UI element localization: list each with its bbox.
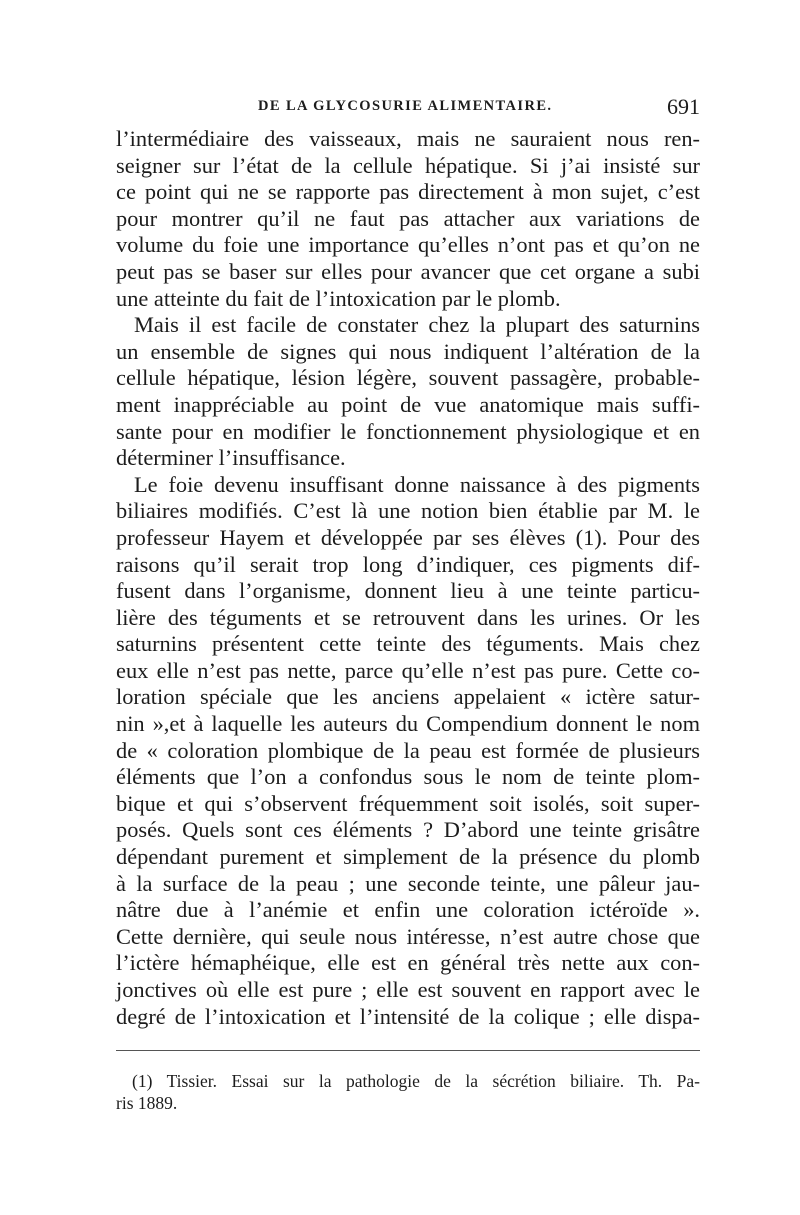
text-line: jonctives où elle est pure ; elle est souvent en rapport avec le xyxy=(116,977,700,1002)
text-line: posés. Quels sont ces éléments ? D’abord une teinte grisâtre xyxy=(116,817,700,843)
text-line: pour montrer qu’il ne faut pas attacher aux variations de xyxy=(116,205,700,231)
text-line: biliaires modifiés. C’est là une notion bien établie par M. le xyxy=(116,498,700,524)
footnotes xyxy=(116,1070,700,1114)
text-line: Le foie devenu insuffisant donne naissance à des pigments xyxy=(134,471,700,497)
text-line: bique et qui s’observent fréquemment soit isolés, soit super- xyxy=(116,790,700,816)
text-line: un ensemble de signes qui nous indiquent l’altération de la xyxy=(116,338,700,364)
text-line: sante pour en modifier le fonctionnement physiologique et en xyxy=(116,418,700,444)
running-title: DE LA GLYCOSURIE ALIMENTAIRE. xyxy=(258,98,553,114)
text-line: nâtre due à l’anémie et enfin une coloration ictéroïde ». xyxy=(116,897,700,923)
footnote-line: (1) Tissier. Essai sur la pathologie de la sécrétion biliaire. Th. Pa- xyxy=(132,1071,700,1091)
footnote-line: ris 1889. xyxy=(116,1093,178,1113)
text-line: eux elle n’est pas nette, parce qu’elle n’est pas pure. Cette co- xyxy=(116,657,700,683)
text-line: à la surface de la peau ; une seconde teinte, une pâleur jau- xyxy=(116,870,700,896)
text-line: degré de l’intoxication et l’intensité de la colique ; elle dispa- xyxy=(116,1003,700,1029)
text-line: ce point qui ne se rapporte pas directement à mon sujet, c’est xyxy=(116,179,700,205)
text-line: de « coloration plombique de la peau est formée de plusieurs xyxy=(116,737,700,763)
text-line: nin »,et à laquelle les auteurs du Compendium donnent le nom xyxy=(116,711,700,737)
text-line: lière des téguments et se retrouvent dans les urines. Or les xyxy=(116,604,700,630)
text-line: volume du foie une importance qu’elles n’ont pas et qu’on ne xyxy=(116,232,700,258)
text-line: une atteinte du fait de l’intoxication par le plomb. xyxy=(116,285,561,311)
text-line: ment inappréciable au point de vue anatomique mais suffi- xyxy=(116,391,700,417)
running-head xyxy=(116,94,700,120)
text-line: éléments que l’on a confondus sous le nom de teinte plom- xyxy=(116,764,700,790)
text-line: raisons qu’il serait trop long d’indiquer, ces pigments dif- xyxy=(116,551,700,577)
body-text xyxy=(116,126,700,1030)
text-line: seigner sur l’état de la cellule hépatique. Si j’ai insisté sur xyxy=(116,152,700,178)
text-line: cellule hépatique, lésion légère, souvent passagère, probable- xyxy=(116,365,700,391)
text-line: déterminer l’insuffisance. xyxy=(116,445,346,471)
text-line: dépendant purement et simplement de la présence du plomb xyxy=(116,844,700,870)
text-line: professeur Hayem et développée par ses élèves (1). Pour des xyxy=(116,524,700,550)
text-line: l’ictère hémaphéique, elle est en général très nette aux con- xyxy=(116,950,700,976)
footnote-divider xyxy=(116,1050,700,1051)
text-line: Mais il est facile de constater chez la plupart des saturnins xyxy=(134,312,700,338)
page-number: 691 xyxy=(667,94,700,119)
text-line: l’intermédiaire des vaisseaux, mais ne sauraient nous ren- xyxy=(116,126,700,151)
text-line: loration spéciale que les anciens appelaient « ictère satur- xyxy=(116,684,700,710)
text-line: Cette dernière, qui seule nous intéresse, n’est autre chose que xyxy=(116,923,700,949)
text-line: fusent dans l’organisme, donnent lieu à une teinte particu- xyxy=(116,578,700,604)
text-line: saturnins présentent cette teinte des téguments. Mais chez xyxy=(116,631,700,657)
text-line: peut pas se baser sur elles pour avancer que cet organe a subi xyxy=(116,258,700,284)
